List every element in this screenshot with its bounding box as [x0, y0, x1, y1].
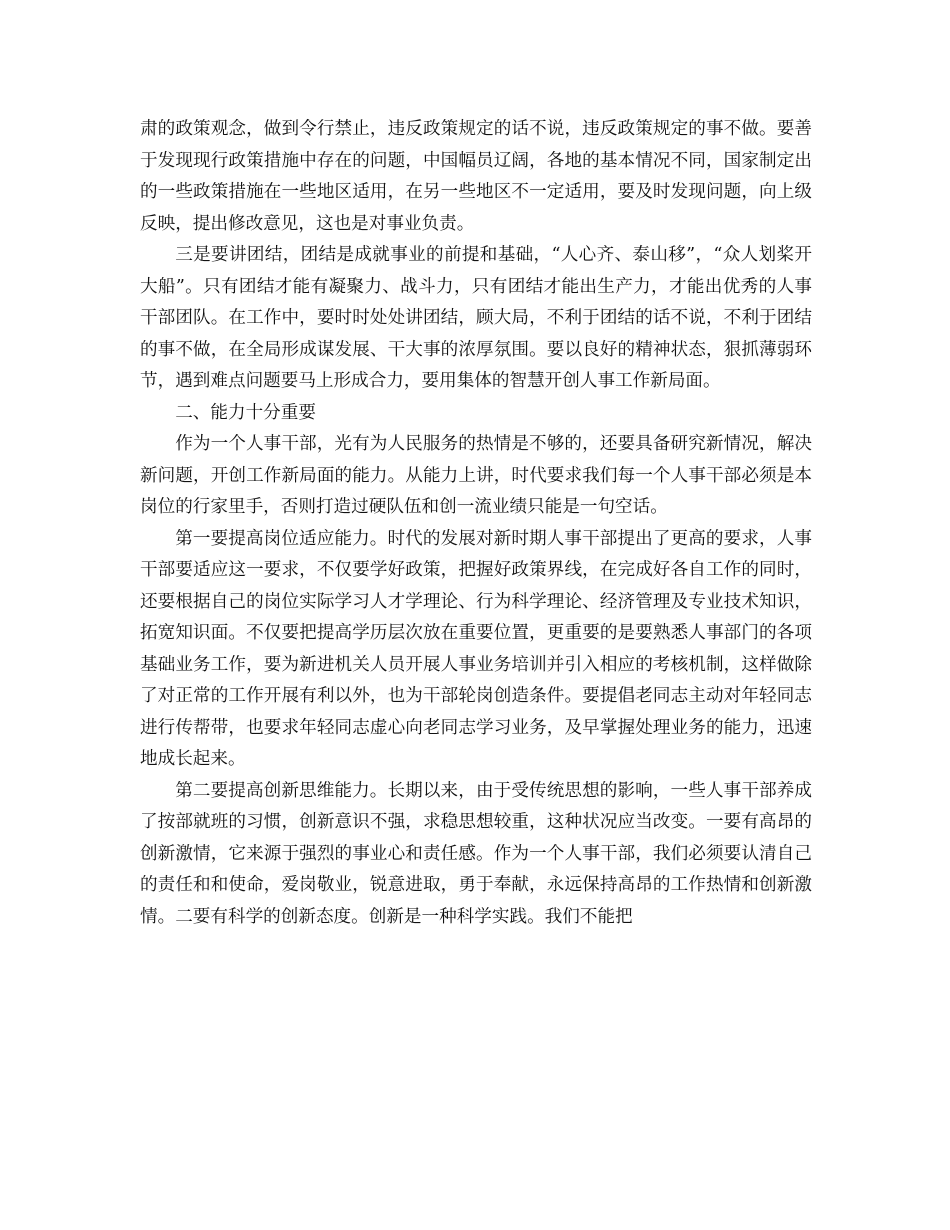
paragraph-job-adaptability: 第一要提高岗位适应能力。时代的发展对新时期人事干部提出了更高的要求，人事干部要适应这一要求，不仅要学好政策，把握好政策界线，在完成好各自工作的同时，还要根据自己的岗位实际学习人才学理论、行为科学理论、经济管理及专业技术知识，拓宽知识面。不仅要把提高学历层次放在重要位置，更重要的是要熟悉人事部门的各项基础业务工作，要为新进机关人员开展人事业务培训并引入相应的考核机制，这样做除了对正常的工作开展有利以外，也为干部轮岗创造条件。要提倡老同志主动对年轻同志进行传帮带，也要求年轻同志虚心向老同志学习业务，及早掌握处理业务的能力，迅速地成长起来。	[140, 528, 812, 769]
paragraph-policy-continuation: 肃的政策观念，做到令行禁止，违反政策规定的话不说，违反政策规定的事不做。要善于发现现行政策措施中存在的问题，中国幅员辽阔，各地的基本情况不同，国家制定出的一些政策措施在一些地区适用，在另一些地区不一定适用，要及时发现问题，向上级反映，提出修改意见，这也是对事业负责。	[140, 119, 812, 234]
section-heading-ability: 二、能力十分重要	[175, 402, 316, 423]
paragraph-innovative-thinking: 第二要提高创新思维能力。长期以来，由于受传统思想的影响，一些人事干部养成了按部就班的习惯，创新意识不强，求稳思想较重，这种状况应当改变。一要有高昂的创新激情，它来源于强烈的事业心和责任感。作为一个人事干部，我们必须要认清自己的责任和和使命，爱岗敬业，锐意进取，勇于奉献，永远保持高昂的工作热情和创新激情。二要有科学的创新态度。创新是一种科学实践。我们不能把	[140, 780, 812, 927]
paragraph-unity: 三是要讲团结，团结是成就事业的前提和基础，“人心齐、泰山移”，“众人划桨开大船”。只有团结才能有凝聚力、战斗力，只有团结才能出生产力，才能出优秀的人事干部团队。在工作中，要时时处处讲团结，顾大局，不利于团结的话不说，不利于团结的事不做，在全局形成谋发展、干大事的浓厚氛围。要以良好的精神状态，狠抓薄弱环节，遇到难点问题要马上形成合力，要用集体的智慧开创人事工作新局面。	[140, 245, 812, 391]
paragraph-ability-intro: 作为一个人事干部，光有为人民服务的热情是不够的，还要具备研究新情况，解决新问题，开创工作新局面的能力。从能力上讲，时代要求我们每一个人事干部必须是本岗位的行家里手，否则打造过硬队伍和创一流业绩只能是一句空话。	[140, 434, 812, 517]
document-body	[140, 114, 812, 933]
